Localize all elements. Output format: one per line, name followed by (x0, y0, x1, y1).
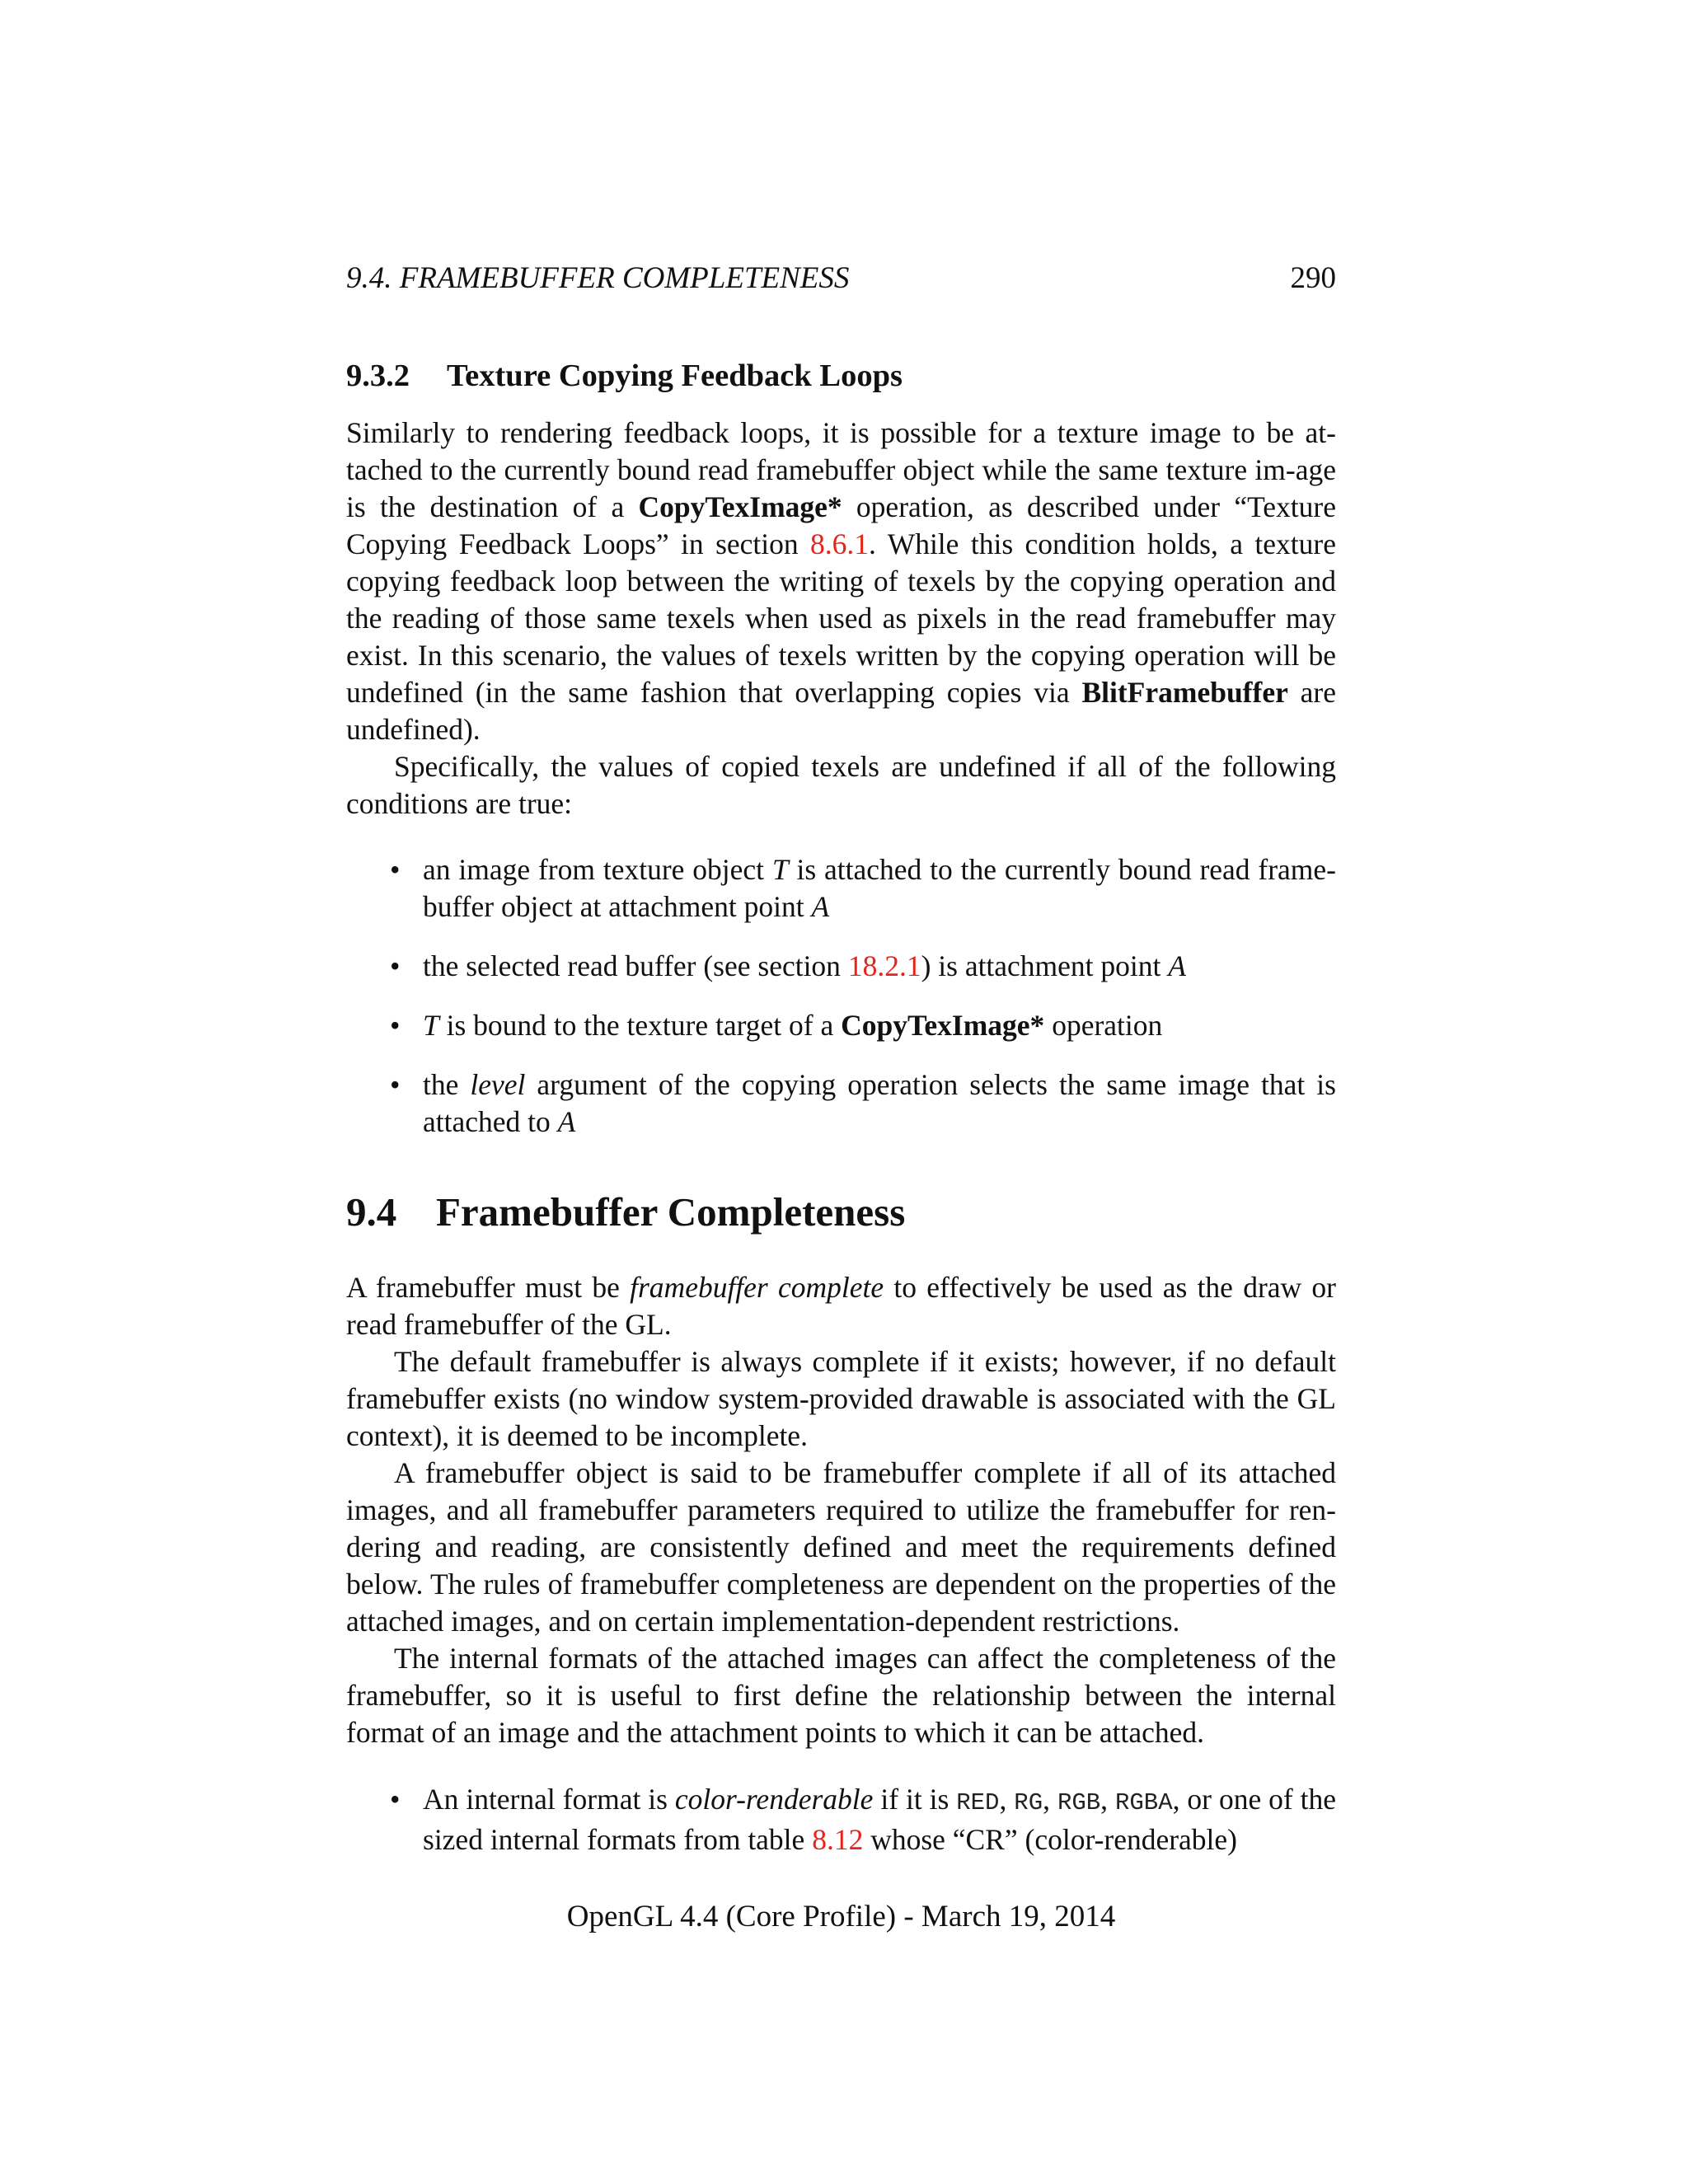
section-heading (346, 1188, 905, 1236)
separator: , (1043, 1783, 1057, 1816)
text-run: whose “CR” (color-renderable) (863, 1823, 1237, 1856)
bullet-icon: • (390, 853, 401, 886)
subsection-number: 9.3.2 (346, 359, 410, 393)
subsection-body (346, 415, 1336, 823)
text-run: operation, as described under “Texture Copying Feedback Loops” in section (346, 490, 1336, 560)
variable-t: T (423, 1009, 439, 1042)
text-run: to effectively be used as the draw or read framebuffer of the GL. (346, 1271, 1336, 1341)
section-body (346, 1269, 1336, 1751)
list-item (346, 1781, 1336, 1858)
list-item (346, 851, 1336, 926)
subsection-title: Texture Copying Feedback Loops (447, 359, 903, 393)
text-run: , or one of the sized internal formats from table (423, 1783, 1337, 1856)
term-color-renderable: color-renderable (674, 1783, 874, 1816)
text-run: ) is attachment point (921, 949, 1169, 982)
paragraph-conditions: Specifically, the values of copied texels are undefined if all of the following conditions are true: (346, 750, 1336, 820)
running-header (346, 260, 1336, 297)
text-run: is attached to the currently bound read frame-buffer object at attachment point (423, 853, 1336, 923)
text-run: the (423, 1068, 471, 1101)
text-run: An internal format is (423, 1783, 675, 1816)
format-rg: RG (1014, 1789, 1043, 1816)
text-run: . While this condition holds, a texture copying feedback loop between the writing of texels by the copying operation and the reading of those same texels when used as pixels in the read framebuffer may exist. In this scenario, the values of texels written by the copying operation will be undefined (in the same fashion that overlapping copies via (346, 527, 1336, 709)
variable-t: T (771, 853, 789, 886)
text-run: an image from texture object (423, 853, 772, 886)
text-run: the selected read buffer (see section (423, 949, 848, 982)
text-run: are undefined). (346, 676, 1336, 746)
separator: , (1100, 1783, 1115, 1816)
text-run: argument of the copying operation selects the same image that is attached to (423, 1068, 1336, 1138)
running-header-title: 9.4. FRAMEBUFFER COMPLETENESS (346, 261, 850, 295)
paragraph-default-framebuffer: The default framebuffer is always complete if it exists; however, if no default framebuffer exists (no window system-provided drawable is associated with the GL context), it is deemed to be incomplete. (346, 1345, 1336, 1452)
paragraph-fbo-complete: A framebuffer object is said to be framebuffer complete if all of its attached images, and all framebuffer parameters required to utilize the framebuffer for ren-dering and reading, are consistently defined and meet the requirements defined below. The rules of framebuffer completeness are dependent on the properties of the attached images, and on certain implementation-dependent restrictions. (346, 1456, 1336, 1638)
text-run: Similarly to rendering feedback loops, it is possible for a texture image to be at-tached to the currently bound read framebuffer object while the same texture im-age is the destination of a (346, 416, 1336, 523)
section-number: 9.4 (346, 1189, 397, 1235)
page-number: 290 (1290, 261, 1336, 295)
format-rgb: RGB (1057, 1789, 1101, 1816)
variable-a: A (811, 890, 830, 923)
bullet-icon: • (390, 949, 401, 982)
text-run: is bound to the texture target of a (438, 1009, 842, 1042)
term-framebuffer-complete: framebuffer complete (630, 1271, 884, 1304)
list-item (346, 1066, 1336, 1141)
variable-level: level (470, 1068, 526, 1101)
text-run: if it is (873, 1783, 957, 1816)
subsection-heading (346, 357, 903, 395)
formats-list (346, 1781, 1336, 1858)
bullet-icon: • (390, 1009, 401, 1042)
text-run: operation (1044, 1009, 1163, 1042)
conditions-list (346, 851, 1336, 1141)
table-link-8-12[interactable]: 8.12 (812, 1823, 864, 1856)
list-item (346, 948, 1336, 985)
bullet-icon: • (390, 1783, 401, 1816)
format-red: RED (956, 1789, 1000, 1816)
section-link-18-2-1[interactable]: 18.2.1 (847, 949, 921, 982)
format-rgba: RGBA (1114, 1789, 1173, 1816)
page-footer: OpenGL 4.4 (Core Profile) - March 19, 2014 (566, 1900, 1116, 1933)
section-title: Framebuffer Completeness (436, 1189, 906, 1235)
bullet-icon: • (390, 1068, 401, 1101)
section-link-8-6-1[interactable]: 8.6.1 (810, 527, 870, 560)
separator: , (999, 1783, 1015, 1816)
variable-a: A (1168, 949, 1186, 982)
paragraph-feedback-loops (346, 415, 1336, 748)
paragraph-internal-formats: The internal formats of the attached images can affect the completeness of the framebuffer, so it is useful to first define the relationship between the internal format of an image and the attachment points to which it can be attached. (346, 1642, 1336, 1749)
paragraph-framebuffer-complete (346, 1269, 1336, 1343)
command-copyteximage: CopyTexImage* (841, 1009, 1045, 1042)
text-run: A framebuffer must be (346, 1271, 631, 1304)
list-item (346, 1007, 1336, 1044)
command-blitframebuffer: BlitFramebuffer (1081, 676, 1288, 709)
variable-a: A (557, 1105, 576, 1138)
command-copyteximage: CopyTexImage* (638, 490, 842, 523)
